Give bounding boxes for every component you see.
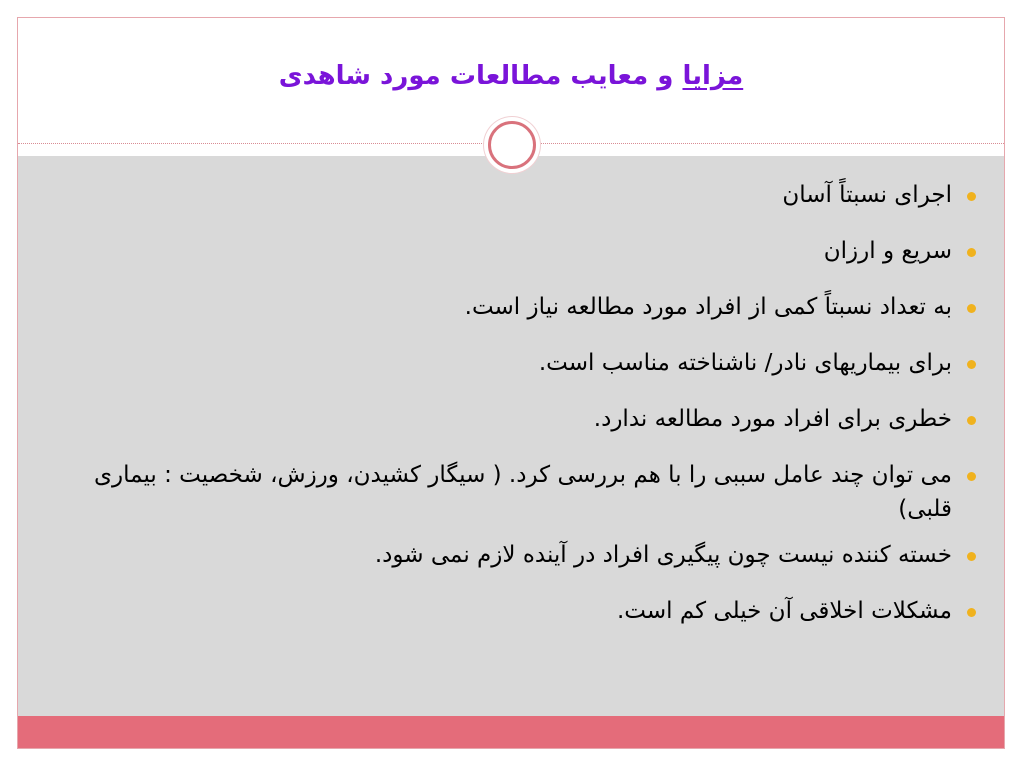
slide-title-underlined: مزایا bbox=[682, 61, 744, 91]
bullet-item bbox=[46, 346, 976, 380]
bullet-text: خطری برای افراد مورد مطالعه ندارد. bbox=[593, 406, 952, 432]
bullet-dot-icon bbox=[967, 608, 976, 617]
bullet-text: خسته کننده نیست چون پیگیری افراد در آینده لازم نمی شود. bbox=[374, 542, 952, 568]
bullet-dot-icon bbox=[967, 472, 976, 481]
bullet-text: اجرای نسبتاً آسان bbox=[782, 182, 952, 208]
bullet-dot-icon bbox=[967, 552, 976, 561]
bullet-dot-icon bbox=[967, 248, 976, 257]
bullet-text: به تعداد نسبتاً کمی از افراد مورد مطالعه نیاز است. bbox=[464, 294, 952, 320]
bullet-dot-icon bbox=[967, 416, 976, 425]
bullet-item bbox=[46, 594, 976, 628]
slide-title bbox=[18, 56, 1004, 96]
bullet-item bbox=[46, 234, 976, 268]
bullet-dot-icon bbox=[967, 192, 976, 201]
bullet-text: مشکلات اخلاقی آن خیلی کم است. bbox=[616, 598, 952, 624]
bullet-text: سریع و ارزان bbox=[823, 238, 952, 264]
bullet-dot-icon bbox=[967, 360, 976, 369]
bullet-text: برای بیماریهای نادر/ ناشناخته مناسب است. bbox=[538, 350, 952, 376]
slide-title-rest: و معایب مطالعات مورد شاهدی bbox=[278, 61, 683, 91]
bullet-item bbox=[46, 402, 976, 436]
bullet-item bbox=[46, 290, 976, 324]
bullet-item bbox=[46, 538, 976, 572]
circle-ornament-ring bbox=[488, 121, 536, 169]
bullet-list bbox=[46, 178, 976, 650]
footer-bar bbox=[18, 716, 1004, 748]
bullet-dot-icon bbox=[967, 304, 976, 313]
bullet-item bbox=[46, 458, 976, 526]
bullet-text: می توان چند عامل سببی را با هم بررسی کرد. ( سیگار کشیدن، ورزش، شخصیت : بیماری قلبی) bbox=[94, 462, 952, 522]
bullet-item bbox=[46, 178, 976, 212]
